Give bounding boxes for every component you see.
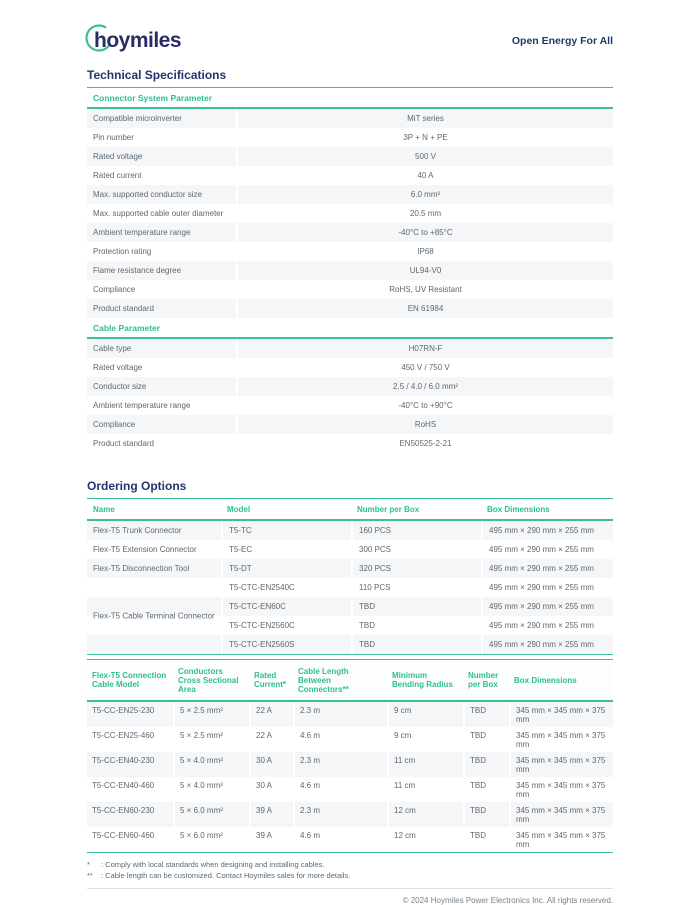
ordering-table-connectors	[87, 499, 613, 655]
spec-row	[87, 434, 613, 453]
cell-cable-model: T5-CC-EN25-230	[92, 706, 155, 715]
spec-value: RoHS	[236, 415, 613, 434]
cell-model: T5-CTC-EN60C	[221, 597, 351, 616]
cell-dims: 495 mm × 290 mm × 255 mm	[481, 616, 613, 635]
footnote-2	[87, 870, 613, 881]
spec-label: Flame resistance degree	[93, 266, 182, 275]
cell-length: 4.6 m	[293, 827, 387, 852]
logo-wordmark: hoymiles	[94, 29, 182, 52]
cell-current: 39 A	[249, 802, 293, 827]
cell-current: 30 A	[249, 752, 293, 777]
spec-value: 20.5 mm	[236, 204, 613, 223]
table-row	[87, 635, 613, 654]
cell-current: 30 A	[249, 777, 293, 802]
cell-qty: 160 PCS	[351, 521, 481, 540]
hoymiles-logo	[87, 24, 181, 58]
spec-value: UL94-V0	[236, 261, 613, 280]
cell-qty: TBD	[351, 616, 481, 635]
spec-value: 2.5 / 4.0 / 6.0 mm²	[236, 377, 613, 396]
cell-cable-model: T5-CC-EN40-460	[92, 781, 155, 790]
cell-dims: 495 mm × 290 mm × 255 mm	[481, 635, 613, 654]
cell-name: Flex-T5 Disconnection Tool	[93, 564, 190, 573]
spec-value: MiT series	[236, 109, 613, 128]
technical-specifications-title: Technical Specifications	[87, 68, 613, 88]
spec-label: Cable type	[93, 344, 132, 353]
footnote-text: : Comply with local standards when designing and installing cables.	[101, 860, 325, 869]
spec-row	[87, 185, 613, 204]
col-header-box-dimensions: Box Dimensions	[487, 505, 550, 514]
section-title-cable: Cable Parameter	[87, 318, 613, 339]
page-header	[87, 24, 613, 58]
spec-value: -40°C to +90°C	[236, 396, 613, 415]
spec-label: Compliance	[93, 285, 136, 294]
footnotes	[87, 859, 613, 881]
spec-label: Pin number	[93, 133, 134, 142]
table-row	[87, 827, 613, 852]
cell-length: 4.6 m	[293, 727, 387, 752]
cell-qty: TBD	[463, 802, 509, 827]
spec-row	[87, 166, 613, 185]
cell-qty: TBD	[463, 727, 509, 752]
spec-label: Ambient temperature range	[93, 228, 191, 237]
cell-dims: 345 mm × 345 mm × 375 mm	[509, 702, 613, 727]
spec-label: Product standard	[93, 304, 154, 313]
cell-dims: 345 mm × 345 mm × 375 mm	[509, 752, 613, 777]
spec-row	[87, 223, 613, 242]
cell-model: T5-CTC-EN2540C	[221, 578, 351, 597]
cell-model: T5-TC	[221, 521, 351, 540]
cell-dims: 495 mm × 290 mm × 255 mm	[481, 597, 613, 616]
spec-row	[87, 377, 613, 396]
section-title-connector: Connector System Parameter	[87, 88, 613, 109]
cell-model: T5-CTC-EN2560C	[221, 616, 351, 635]
cell-radius: 12 cm	[387, 827, 463, 852]
cell-cable-model: T5-CC-EN60-460	[92, 831, 155, 840]
cell-dims: 495 mm × 290 mm × 255 mm	[481, 540, 613, 559]
cable-spec-rows	[87, 339, 613, 453]
ordering-table2-body	[87, 702, 613, 853]
table-row	[87, 521, 613, 540]
footnote-marker: *	[87, 860, 90, 869]
spec-value: -40°C to +85°C	[236, 223, 613, 242]
spec-label: Rated voltage	[93, 152, 143, 161]
spec-label: Max. supported cable outer diameter	[93, 209, 224, 218]
cell-name: Flex-T5 Extension Connector	[93, 545, 197, 554]
cell-name	[87, 635, 221, 654]
copyright-text: © 2024 Hoymiles Power Electronics Inc. All rights reserved.	[402, 896, 613, 905]
table-row	[87, 578, 613, 597]
spec-value: 40 A	[236, 166, 613, 185]
col-header-cable-model: Flex-T5 Connection Cable Model	[92, 671, 167, 689]
spec-row	[87, 147, 613, 166]
cell-cable-model: T5-CC-EN40-230	[92, 756, 155, 765]
col-header-bending-radius: Minimum Bending Radius	[392, 671, 453, 689]
group-label-cable-terminal-connector: Flex-T5 Cable Terminal Connector	[93, 611, 215, 621]
cell-area: 5 × 4.0 mm²	[173, 777, 249, 802]
cable-parameter-section	[87, 318, 613, 453]
ordering-table1-header	[87, 499, 613, 521]
table-row	[87, 540, 613, 559]
spec-row	[87, 204, 613, 223]
cell-name	[87, 578, 221, 597]
col-header-model: Model	[227, 505, 251, 514]
cell-area: 5 × 2.5 mm²	[173, 727, 249, 752]
cell-radius: 9 cm	[387, 727, 463, 752]
cell-cable-model: T5-CC-EN60-230	[92, 806, 155, 815]
cell-model: T5-CTC-EN2560S	[221, 635, 351, 654]
cell-dims: 495 mm × 290 mm × 255 mm	[481, 578, 613, 597]
table-row	[87, 702, 613, 727]
footer-divider	[87, 888, 613, 889]
cell-dims: 345 mm × 345 mm × 375 mm	[509, 802, 613, 827]
spec-value: RoHS, UV Resistant	[236, 280, 613, 299]
cell-name: Flex-T5 Trunk Connector	[93, 526, 182, 535]
cell-length: 2.3 m	[293, 752, 387, 777]
cell-length: 4.6 m	[293, 777, 387, 802]
cell-qty: 320 PCS	[351, 559, 481, 578]
cell-qty: TBD	[463, 827, 509, 852]
ordering-options-title: Ordering Options	[87, 479, 613, 499]
spec-label: Protection rating	[93, 247, 152, 256]
spec-row	[87, 415, 613, 434]
table-row	[87, 559, 613, 578]
col-header-rated-current: Rated Current*	[254, 671, 287, 689]
cell-model: T5-DT	[221, 559, 351, 578]
spec-label: Conductor size	[93, 382, 147, 391]
spec-row	[87, 358, 613, 377]
spec-value: EN50525-2-21	[236, 434, 613, 453]
cell-cable-model: T5-CC-EN25-460	[92, 731, 155, 740]
cell-qty: 110 PCS	[351, 578, 481, 597]
spec-row	[87, 339, 613, 358]
cell-current: 39 A	[249, 827, 293, 852]
cell-radius: 11 cm	[387, 777, 463, 802]
spec-label: Max. supported conductor size	[93, 190, 202, 199]
brand-tagline: Open Energy For All	[511, 35, 613, 47]
table-row	[87, 777, 613, 802]
col-header-number-per-box: Number per Box	[357, 505, 420, 514]
table-row	[87, 752, 613, 777]
spec-value: 450 V / 750 V	[236, 358, 613, 377]
spec-row	[87, 280, 613, 299]
col-header-name: Name	[93, 505, 115, 514]
cell-qty: TBD	[351, 635, 481, 654]
cell-radius: 9 cm	[387, 702, 463, 727]
spec-row	[87, 128, 613, 147]
cell-current: 22 A	[249, 727, 293, 752]
cell-current: 22 A	[249, 702, 293, 727]
spec-value: EN 61984	[236, 299, 613, 318]
connector-spec-rows	[87, 109, 613, 318]
cell-qty: TBD	[463, 752, 509, 777]
cell-dims: 345 mm × 345 mm × 375 mm	[509, 777, 613, 802]
ordering-table1-body	[87, 521, 613, 655]
cell-length: 2.3 m	[293, 802, 387, 827]
table-row	[87, 727, 613, 752]
spec-row	[87, 261, 613, 280]
cell-length: 2.3 m	[293, 702, 387, 727]
spec-row	[87, 396, 613, 415]
ordering-table2-header	[87, 660, 613, 702]
cell-model: T5-EC	[221, 540, 351, 559]
cell-area: 5 × 2.5 mm²	[173, 702, 249, 727]
spec-value: H07RN-F	[236, 339, 613, 358]
spec-value: 500 V	[236, 147, 613, 166]
ordering-table-connection-cables	[87, 659, 613, 853]
cell-area: 5 × 6.0 mm²	[173, 802, 249, 827]
cell-dims: 495 mm × 290 mm × 255 mm	[481, 559, 613, 578]
cell-area: 5 × 4.0 mm²	[173, 752, 249, 777]
cell-radius: 11 cm	[387, 752, 463, 777]
col-header-cable-length: Cable Length Between Connectors**	[298, 666, 349, 694]
cell-radius: 12 cm	[387, 802, 463, 827]
spec-label: Product standard	[93, 439, 154, 448]
cell-qty: TBD	[351, 597, 481, 616]
connector-system-parameter-section	[87, 88, 613, 318]
spec-value: 3P + N + PE	[236, 128, 613, 147]
cell-dims: 495 mm × 290 mm × 255 mm	[481, 521, 613, 540]
spec-value: IP68	[236, 242, 613, 261]
spec-label: Compatible microinverter	[93, 114, 182, 123]
footnote-marker: **	[87, 871, 93, 880]
cell-dims: 345 mm × 345 mm × 375 mm	[509, 827, 613, 852]
cell-qty: TBD	[463, 702, 509, 727]
spec-label: Rated current	[93, 171, 142, 180]
footnote-text: : Cable length can be customized. Contact Hoymiles sales for more details.	[101, 871, 351, 880]
spec-label: Rated voltage	[93, 363, 143, 372]
spec-row	[87, 299, 613, 318]
spec-value: 6.0 mm²	[236, 185, 613, 204]
cell-qty: TBD	[463, 777, 509, 802]
spec-row	[87, 242, 613, 261]
table-row	[87, 802, 613, 827]
col-header-box-dimensions: Box Dimensions	[514, 675, 577, 685]
spec-label: Compliance	[93, 420, 136, 429]
col-header-cross-sectional-area: Conductors Cross Sectional Area	[178, 666, 239, 694]
footnote-1	[87, 859, 613, 870]
cell-area: 5 × 6.0 mm²	[173, 827, 249, 852]
col-header-number-per-box: Number per Box	[468, 671, 499, 689]
cell-dims: 345 mm × 345 mm × 375 mm	[509, 727, 613, 752]
cell-qty: 300 PCS	[351, 540, 481, 559]
spec-row	[87, 109, 613, 128]
spec-label: Ambient temperature range	[93, 401, 191, 410]
